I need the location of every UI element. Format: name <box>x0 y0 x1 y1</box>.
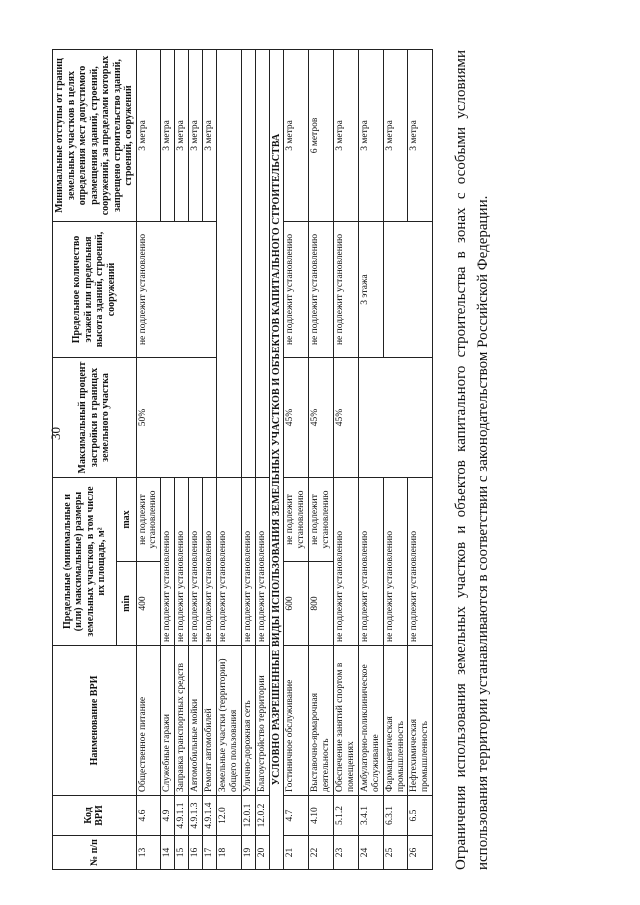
row-name: Обеспечение занятий спортом в помещениях <box>333 646 358 796</box>
row-code: 12.0.2 <box>255 796 269 836</box>
row-minmax: не подлежит установлению <box>189 477 203 645</box>
row-percent: 50% <box>136 357 217 477</box>
row-floors: не подлежит установлению <box>309 221 334 357</box>
table-row <box>358 49 383 869</box>
row-percent <box>358 357 433 477</box>
table-row <box>333 49 358 869</box>
row-setback: 3 метра <box>333 49 358 221</box>
table-row <box>255 49 269 869</box>
row-code: 6.3.1 <box>383 796 408 836</box>
row-setback: 3 метра <box>161 49 175 221</box>
row-code: 3.4.1 <box>358 796 383 836</box>
table-row <box>241 49 255 869</box>
row-setback: 3 метра <box>358 49 383 221</box>
row-minmax: не подлежит установлению <box>217 477 242 645</box>
row-code: 5.1.2 <box>333 796 358 836</box>
row-minmax: не подлежит установлению <box>241 477 255 645</box>
row-num: 25 <box>383 836 408 870</box>
row-minmax: не подлежит установлению <box>161 477 175 645</box>
row-minmax: не подлежит установлению <box>408 477 433 645</box>
row-num: 19 <box>241 836 255 870</box>
header-percent: Максимальный процент застройки в границах земельного участка <box>53 357 137 477</box>
restrictions-note: Ограничения использования земельных участков и объектов капитального строительства в зонах с особыми условиями использования территории устанавливаются в соответствии с законодательством Российской Федерации. <box>453 50 492 870</box>
row-minmax: не подлежит установлению <box>383 477 408 645</box>
row-name: Выставочно-ярмарочная деятельность <box>309 646 334 796</box>
row-code: 4.7 <box>284 796 309 836</box>
row-setback: 3 метра <box>189 49 203 221</box>
row-name: Автомобильные мойки <box>189 646 203 796</box>
row-setback: 3 метра <box>284 49 309 221</box>
row-setback: 3 метра <box>203 49 217 221</box>
row-rest <box>217 49 242 477</box>
row-percent: 45% <box>309 357 334 477</box>
header-max: max <box>117 477 136 561</box>
row-code: 4.9 <box>161 796 175 836</box>
row-code: 12.0.1 <box>241 796 255 836</box>
row-code: 6.5 <box>408 796 433 836</box>
row-floors: не подлежит установлению <box>136 221 217 357</box>
section-title: УСЛОВНО РАЗРЕШЕННЫЕ ВИДЫ ИСПОЛЬЗОВАНИЯ ЗЕМЕЛЬНЫХ УЧАСТКОВ И ОБЪЕКТОВ КАПИТАЛЬНОГО СТРОИТЕЛЬСТВА <box>269 49 284 869</box>
table-row <box>284 49 309 869</box>
row-name: Улично-дорожная сеть <box>241 646 255 796</box>
row-setback: 3 метра <box>136 49 161 221</box>
row-percent: 45% <box>284 357 309 477</box>
row-num: 13 <box>136 836 161 870</box>
header-min: min <box>117 562 136 646</box>
row-max: не подлежит установлению <box>136 477 161 561</box>
row-num: 24 <box>358 836 383 870</box>
row-min: 600 <box>284 562 309 646</box>
row-floors <box>383 221 433 357</box>
row-floors: 3 этажа <box>358 221 383 357</box>
row-name: Земельные участки (территории) общего пользования <box>217 646 242 796</box>
rotated-document <box>52 50 495 870</box>
header-num: № п/п <box>53 836 137 870</box>
row-num: 17 <box>203 836 217 870</box>
row-code: 4.9.1.4 <box>203 796 217 836</box>
table-row <box>136 49 161 869</box>
row-num: 15 <box>175 836 189 870</box>
header-setbacks: Минимальные отступы от границ земельных участков в целях определения мест допустимого размещения зданий, строений, сооружений, за пределами которых запрещено строительство зданий, строений, сооружений <box>53 49 137 221</box>
row-name: Общественное питание <box>136 646 161 796</box>
row-name: Благоустройство территории <box>255 646 269 796</box>
row-name: Заправка транспортных средств <box>175 646 189 796</box>
row-name: Гостиничное обслуживание <box>284 646 309 796</box>
row-max: не подлежит установлению <box>309 477 334 561</box>
row-setback: 3 метра <box>175 49 189 221</box>
row-num: 23 <box>333 836 358 870</box>
row-name: Служебные гаражи <box>161 646 175 796</box>
row-minmax: не подлежит установлению <box>255 477 269 645</box>
row-percent: 45% <box>333 357 358 477</box>
page-number: 30 <box>48 427 63 440</box>
row-rest <box>255 49 269 477</box>
row-code: 12.0 <box>217 796 242 836</box>
header-name: Наименование ВРИ <box>53 646 137 796</box>
row-rest <box>241 49 255 477</box>
section-row <box>269 49 284 869</box>
zones-table <box>52 49 433 870</box>
row-num: 20 <box>255 836 269 870</box>
row-code: 4.9.1.3 <box>189 796 203 836</box>
header-code: Код ВРИ <box>53 796 137 836</box>
header-sizes: Предельные (минимальные и (или) максимальные) размеры земельных участков, в том числе их площадь, м² <box>53 477 117 645</box>
row-setback: 3 метра <box>408 49 433 221</box>
row-minmax: не подлежит установлению <box>358 477 383 645</box>
row-num: 21 <box>284 836 309 870</box>
row-num: 22 <box>309 836 334 870</box>
row-minmax: не подлежит установлению <box>175 477 189 645</box>
row-code: 4.9.1.1 <box>175 796 189 836</box>
row-name: Ремонт автомобилей <box>203 646 217 796</box>
row-floors: не подлежит установлению <box>333 221 358 357</box>
table-row <box>309 49 334 869</box>
row-code: 4.10 <box>309 796 334 836</box>
row-min: 400 <box>136 562 161 646</box>
row-setback: 6 метров <box>309 49 334 221</box>
row-minmax: не подлежит установлению <box>203 477 217 645</box>
row-num: 16 <box>189 836 203 870</box>
row-name: Амбулаторно-поликлиническое обслуживание <box>358 646 383 796</box>
row-num: 14 <box>161 836 175 870</box>
row-name: Фармацевтическая промышленность <box>383 646 408 796</box>
header-floors: Предельное количество этажей или предельная высота зданий, строений, сооружений <box>53 221 137 357</box>
row-num: 18 <box>217 836 242 870</box>
row-minmax: не подлежит установлению <box>333 477 358 645</box>
row-name: Нефтехимическая промышленность <box>408 646 433 796</box>
row-code: 4.6 <box>136 796 161 836</box>
row-max: не подлежит установлению <box>284 477 309 561</box>
row-num: 26 <box>408 836 433 870</box>
row-setback: 3 метра <box>383 49 408 221</box>
row-floors: не подлежит установлению <box>284 221 309 357</box>
row-min: 800 <box>309 562 334 646</box>
table-row <box>217 49 242 869</box>
